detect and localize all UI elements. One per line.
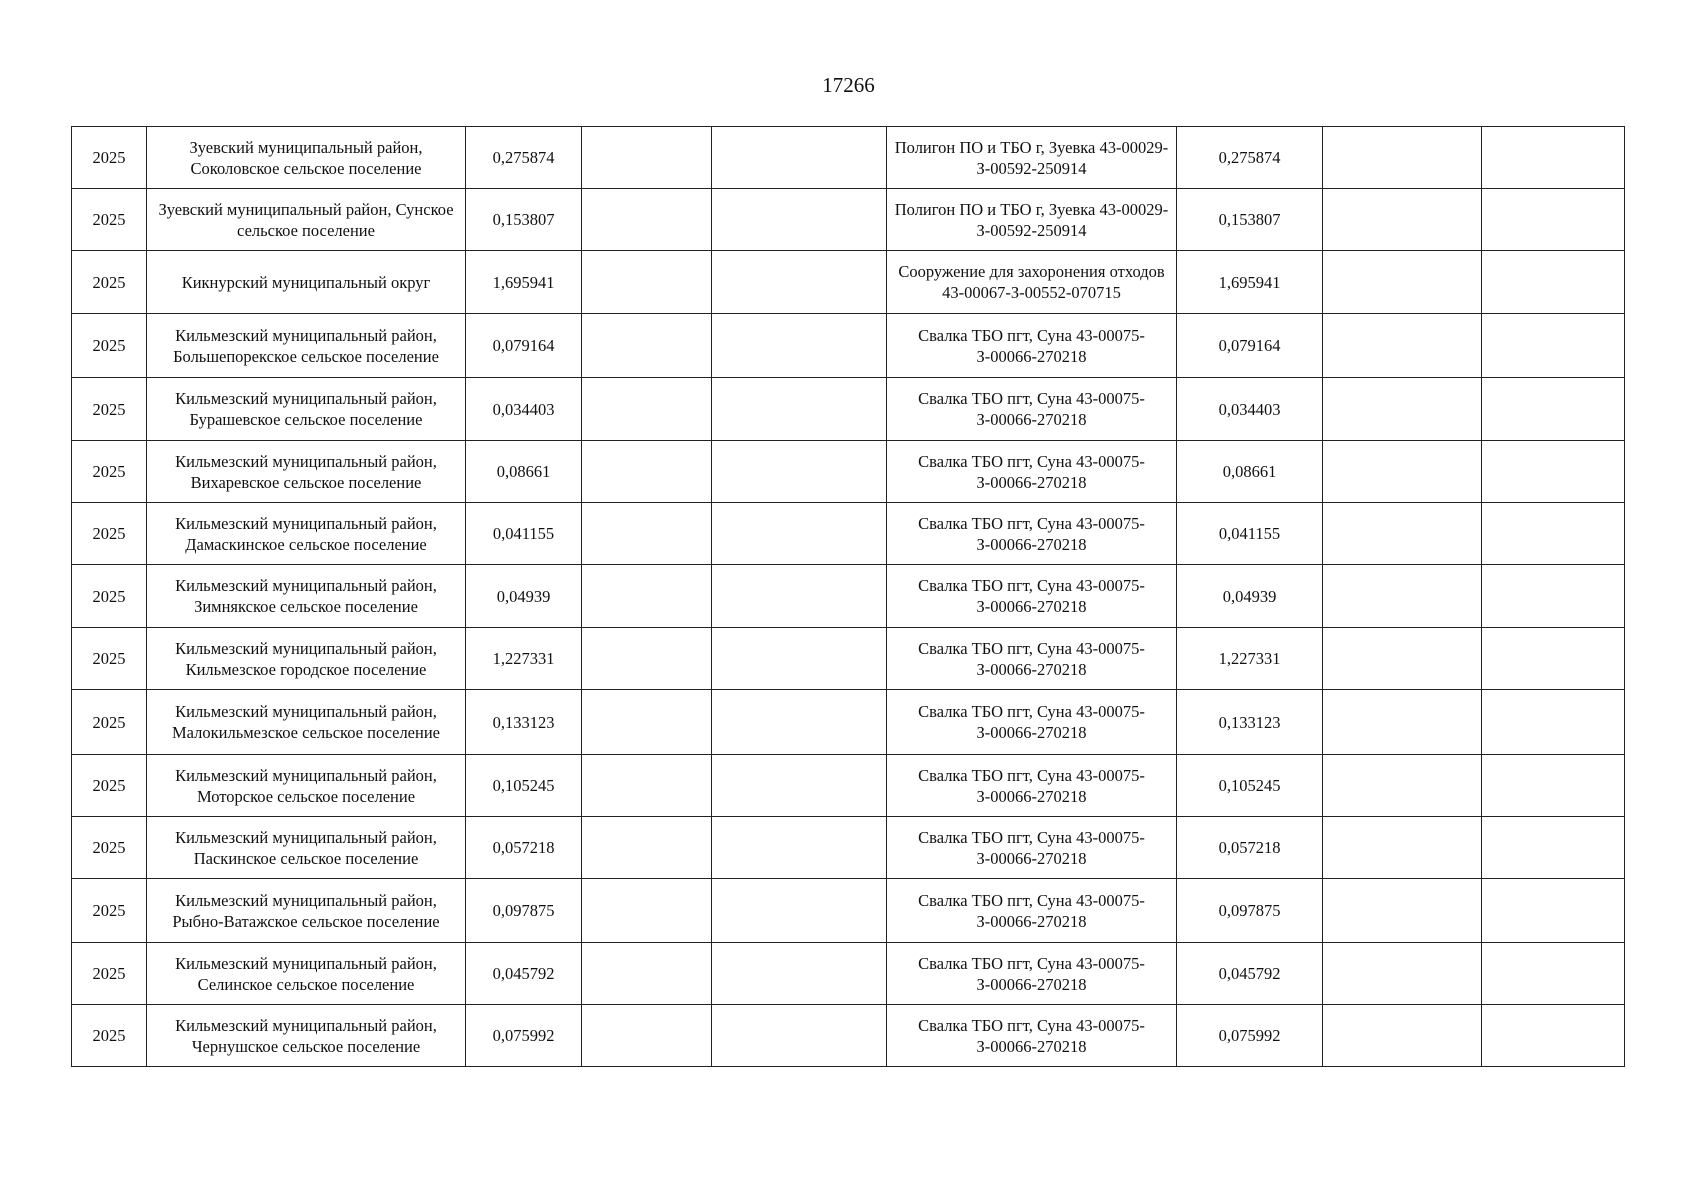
territory-cell: Кильмезский муниципальный район, Вихаревское сельское поселение: [147, 441, 466, 503]
table-row: [72, 690, 1625, 755]
empty-cell: [582, 879, 712, 943]
territory-cell: Кильмезский муниципальный район, Малокильмезское сельское поселение: [147, 690, 466, 755]
facility-mass-cell: 0,08661: [1177, 441, 1323, 503]
facility-cell: Свалка ТБО пгт, Суна 43-00075-З-00066-270218: [887, 378, 1177, 441]
territory-cell: Кильмезский муниципальный район, Паскинское сельское поселение: [147, 817, 466, 879]
facility-mass-cell: 0,153807: [1177, 189, 1323, 251]
empty-cell: [1323, 565, 1482, 628]
table-row: [72, 817, 1625, 879]
empty-cell: [1482, 441, 1625, 503]
mass-cell: 1,227331: [466, 628, 582, 690]
table-row: [72, 628, 1625, 690]
year-cell: 2025: [72, 1005, 147, 1067]
empty-cell: [1482, 565, 1625, 628]
table-row: [72, 251, 1625, 314]
empty-cell: [1482, 628, 1625, 690]
territory-cell: Кильмезский муниципальный район, Чернушское сельское поселение: [147, 1005, 466, 1067]
table-row: [72, 755, 1625, 817]
empty-cell: [582, 189, 712, 251]
year-cell: 2025: [72, 127, 147, 189]
empty-cell: [712, 378, 887, 441]
facility-mass-cell: 0,275874: [1177, 127, 1323, 189]
territory-cell: Кильмезский муниципальный район, Селинское сельское поселение: [147, 943, 466, 1005]
mass-cell: 0,041155: [466, 503, 582, 565]
territory-cell: Зуевский муниципальный район, Соколовское сельское поселение: [147, 127, 466, 189]
facility-cell: Свалка ТБО пгт, Суна 43-00075-З-00066-270218: [887, 314, 1177, 378]
facility-mass-cell: 0,045792: [1177, 943, 1323, 1005]
territory-cell: Кильмезский муниципальный район, Большепорекское сельское поселение: [147, 314, 466, 378]
mass-cell: 0,057218: [466, 817, 582, 879]
empty-cell: [712, 755, 887, 817]
empty-cell: [582, 441, 712, 503]
empty-cell: [582, 817, 712, 879]
empty-cell: [582, 943, 712, 1005]
year-cell: 2025: [72, 755, 147, 817]
facility-mass-cell: 0,133123: [1177, 690, 1323, 755]
empty-cell: [582, 314, 712, 378]
facility-mass-cell: 0,034403: [1177, 378, 1323, 441]
year-cell: 2025: [72, 565, 147, 628]
mass-cell: 0,133123: [466, 690, 582, 755]
table-row: [72, 943, 1625, 1005]
facility-mass-cell: 0,057218: [1177, 817, 1323, 879]
facility-mass-cell: 0,105245: [1177, 755, 1323, 817]
facility-mass-cell: 0,079164: [1177, 314, 1323, 378]
year-cell: 2025: [72, 251, 147, 314]
facility-mass-cell: 1,695941: [1177, 251, 1323, 314]
empty-cell: [1482, 378, 1625, 441]
empty-cell: [712, 127, 887, 189]
table-row: [72, 503, 1625, 565]
year-cell: 2025: [72, 628, 147, 690]
empty-cell: [1323, 1005, 1482, 1067]
table-row: [72, 565, 1625, 628]
table-row: [72, 189, 1625, 251]
empty-cell: [582, 127, 712, 189]
facility-cell: Свалка ТБО пгт, Суна 43-00075-З-00066-270218: [887, 690, 1177, 755]
empty-cell: [1482, 690, 1625, 755]
empty-cell: [712, 943, 887, 1005]
mass-cell: 0,034403: [466, 378, 582, 441]
territory-cell: Кильмезский муниципальный район, Кильмезское городское поселение: [147, 628, 466, 690]
year-cell: 2025: [72, 441, 147, 503]
empty-cell: [1482, 1005, 1625, 1067]
mass-cell: 0,08661: [466, 441, 582, 503]
year-cell: 2025: [72, 378, 147, 441]
waste-data-table: [71, 126, 1625, 1067]
empty-cell: [1482, 755, 1625, 817]
empty-cell: [712, 189, 887, 251]
facility-cell: Полигон ПО и ТБО г, Зуевка 43-00029-З-00592-250914: [887, 127, 1177, 189]
territory-cell: Кильмезский муниципальный район, Моторское сельское поселение: [147, 755, 466, 817]
empty-cell: [1323, 127, 1482, 189]
empty-cell: [1482, 189, 1625, 251]
mass-cell: 0,275874: [466, 127, 582, 189]
empty-cell: [712, 441, 887, 503]
facility-cell: Свалка ТБО пгт, Суна 43-00075-З-00066-270218: [887, 755, 1177, 817]
empty-cell: [1482, 503, 1625, 565]
empty-cell: [582, 755, 712, 817]
empty-cell: [582, 251, 712, 314]
empty-cell: [1323, 189, 1482, 251]
year-cell: 2025: [72, 503, 147, 565]
mass-cell: 0,097875: [466, 879, 582, 943]
empty-cell: [582, 1005, 712, 1067]
mass-cell: 0,075992: [466, 1005, 582, 1067]
empty-cell: [1482, 943, 1625, 1005]
facility-mass-cell: 0,04939: [1177, 565, 1323, 628]
empty-cell: [1482, 314, 1625, 378]
facility-mass-cell: 0,041155: [1177, 503, 1323, 565]
empty-cell: [1323, 817, 1482, 879]
territory-cell: Зуевский муниципальный район, Сунское сельское поселение: [147, 189, 466, 251]
facility-cell: Свалка ТБО пгт, Суна 43-00075-З-00066-270218: [887, 943, 1177, 1005]
mass-cell: 0,153807: [466, 189, 582, 251]
empty-cell: [712, 314, 887, 378]
empty-cell: [1482, 879, 1625, 943]
facility-cell: Свалка ТБО пгт, Суна 43-00075-З-00066-270218: [887, 503, 1177, 565]
empty-cell: [712, 690, 887, 755]
mass-cell: 0,079164: [466, 314, 582, 378]
year-cell: 2025: [72, 943, 147, 1005]
empty-cell: [1482, 817, 1625, 879]
page-number: 17266: [822, 73, 875, 97]
empty-cell: [712, 565, 887, 628]
year-cell: 2025: [72, 314, 147, 378]
table-row: [72, 314, 1625, 378]
empty-cell: [712, 628, 887, 690]
table-row: [72, 127, 1625, 189]
table-row: [72, 441, 1625, 503]
empty-cell: [712, 1005, 887, 1067]
territory-cell: Кильмезский муниципальный район, Бурашевское сельское поселение: [147, 378, 466, 441]
empty-cell: [712, 879, 887, 943]
empty-cell: [1482, 251, 1625, 314]
empty-cell: [1323, 441, 1482, 503]
empty-cell: [1323, 943, 1482, 1005]
year-cell: 2025: [72, 690, 147, 755]
table-row: [72, 1005, 1625, 1067]
facility-cell: Свалка ТБО пгт, Суна 43-00075-З-00066-270218: [887, 817, 1177, 879]
empty-cell: [1323, 755, 1482, 817]
empty-cell: [1323, 314, 1482, 378]
mass-cell: 1,695941: [466, 251, 582, 314]
facility-cell: Полигон ПО и ТБО г, Зуевка 43-00029-З-00592-250914: [887, 189, 1177, 251]
empty-cell: [712, 251, 887, 314]
facility-cell: Свалка ТБО пгт, Суна 43-00075-З-00066-270218: [887, 565, 1177, 628]
empty-cell: [1323, 690, 1482, 755]
empty-cell: [712, 503, 887, 565]
facility-cell: Свалка ТБО пгт, Суна 43-00075-З-00066-270218: [887, 879, 1177, 943]
territory-cell: Кильмезский муниципальный район, Зимнякское сельское поселение: [147, 565, 466, 628]
empty-cell: [1482, 127, 1625, 189]
table-row: [72, 879, 1625, 943]
facility-mass-cell: 0,075992: [1177, 1005, 1323, 1067]
facility-cell: Свалка ТБО пгт, Суна 43-00075-З-00066-270218: [887, 1005, 1177, 1067]
empty-cell: [1323, 251, 1482, 314]
empty-cell: [582, 503, 712, 565]
facility-cell: Свалка ТБО пгт, Суна 43-00075-З-00066-270218: [887, 628, 1177, 690]
mass-cell: 0,04939: [466, 565, 582, 628]
facility-mass-cell: 0,097875: [1177, 879, 1323, 943]
facility-cell: Свалка ТБО пгт, Суна 43-00075-З-00066-270218: [887, 441, 1177, 503]
empty-cell: [1323, 503, 1482, 565]
territory-cell: Кильмезский муниципальный район, Дамаскинское сельское поселение: [147, 503, 466, 565]
empty-cell: [1323, 879, 1482, 943]
facility-cell: Сооружение для захоронения отходов 43-00067-З-00552-070715: [887, 251, 1177, 314]
empty-cell: [582, 628, 712, 690]
territory-cell: Кильмезский муниципальный район, Рыбно-Ватажское сельское поселение: [147, 879, 466, 943]
year-cell: 2025: [72, 879, 147, 943]
empty-cell: [1323, 378, 1482, 441]
year-cell: 2025: [72, 189, 147, 251]
empty-cell: [582, 378, 712, 441]
empty-cell: [1323, 628, 1482, 690]
empty-cell: [712, 817, 887, 879]
year-cell: 2025: [72, 817, 147, 879]
empty-cell: [582, 690, 712, 755]
empty-cell: [582, 565, 712, 628]
territory-cell: Кикнурский муниципальный округ: [147, 251, 466, 314]
mass-cell: 0,045792: [466, 943, 582, 1005]
facility-mass-cell: 1,227331: [1177, 628, 1323, 690]
mass-cell: 0,105245: [466, 755, 582, 817]
table-row: [72, 378, 1625, 441]
